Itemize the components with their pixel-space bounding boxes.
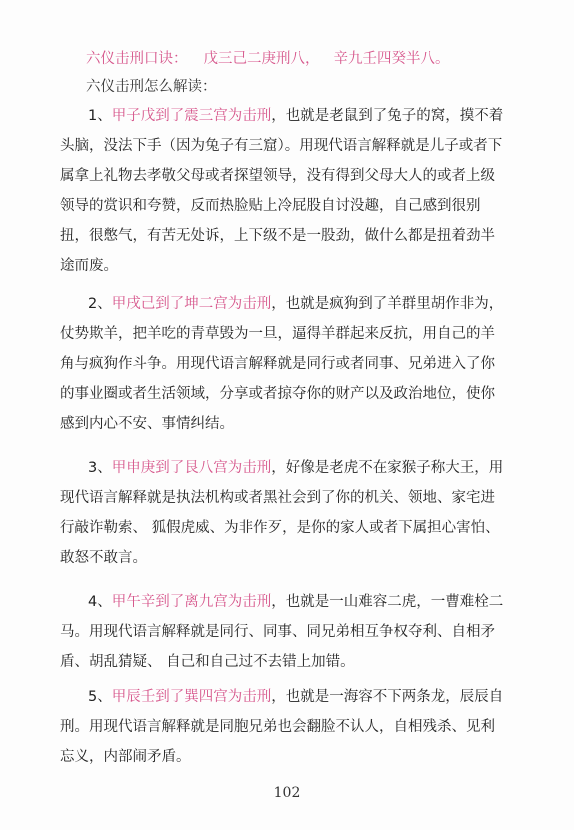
paragraph-4-prefix: 4、 (88, 594, 112, 610)
page-number: 102 (273, 785, 301, 801)
paragraph-5-body: ，也就是一海容不下两条龙，辰辰自刑。用现代语言解释就是同胞兄弟也会翻脸不认人，自相残杀、见利忘义，内部闹矛盾。 (60, 689, 504, 765)
paragraph-4-highlight: 甲午辛到了离九宫为击刑 (111, 594, 272, 610)
mnemonic-part-2: 辛九壬四癸半八。 (333, 51, 450, 67)
paragraph-4 (60, 587, 505, 677)
mnemonic-part-1: 戊三己二庚刑八， (203, 51, 320, 67)
paragraph-3-highlight: 甲申庚到了艮八宫为击刑 (111, 460, 272, 476)
interpretation-subheading: 六仪击刑怎么解读： (86, 79, 217, 95)
mnemonic-heading (86, 47, 450, 68)
paragraph-3-prefix: 3、 (88, 460, 112, 476)
paragraph-1 (60, 101, 505, 281)
paragraph-3 (60, 453, 505, 573)
paragraph-1-body: ，也就是老鼠到了兔子的窝，摸不着头脑，没法下手（因为兔子有三窟）。用现代语言解释就是儿子或者下属拿上礼物去孝敬父母或者探望领导，没有得到父母大人的或者上级领导的赏识和夸赞，反而热脸贴上冷屁股自讨没趣，自己感到很别扭，很憋气，有苦无处诉，上下级不是一股劲，做什么都是扭着劲半途而废。 (60, 108, 504, 274)
paragraph-2-highlight: 甲戌己到了坤二宫为击刑 (111, 296, 272, 312)
paragraph-1-highlight: 甲子戊到了震三宫为击刑 (111, 108, 272, 124)
paragraph-5-highlight: 甲辰壬到了巽四宫为击刑 (111, 689, 272, 705)
paragraph-5 (60, 682, 505, 772)
paragraph-5-prefix: 5、 (88, 689, 112, 705)
mnemonic-label: 六仪击刑口诀： (86, 51, 188, 67)
paragraph-3-body: ，好像是老虎不在家猴子称大王，用现代语言解释就是执法机构或者黑社会到了你的机关、领地、家宅进行敲诈勒索、 狐假虎威、为非作歹，是你的家人或者下属担心害怕、敢怒不敢言。 (60, 460, 504, 566)
paragraph-2 (60, 289, 505, 439)
paragraph-2-body: ，也就是疯狗到了羊群里胡作非为，仗势欺羊，把羊吃的青草毁为一旦，逼得羊群起来反抗，用自己的羊角与疯狗作斗争。用现代语言解释就是同行或者同事、兄弟进入了你的事业圈或者生活领域，分享或者掠夺你的财产以及政治地位，使你感到内心不安、事情纠结。 (60, 296, 504, 432)
paragraph-2-prefix: 2、 (88, 296, 112, 312)
paragraph-1-prefix: 1、 (88, 108, 112, 124)
paragraph-4-body: ，也就是一山难容二虎，一曹难栓二马。用现代语言解释就是同行、同事、同兄弟相互争权夺利、自相矛盾、胡乱猜疑、 自己和自己过不去错上加错。 (60, 594, 504, 670)
